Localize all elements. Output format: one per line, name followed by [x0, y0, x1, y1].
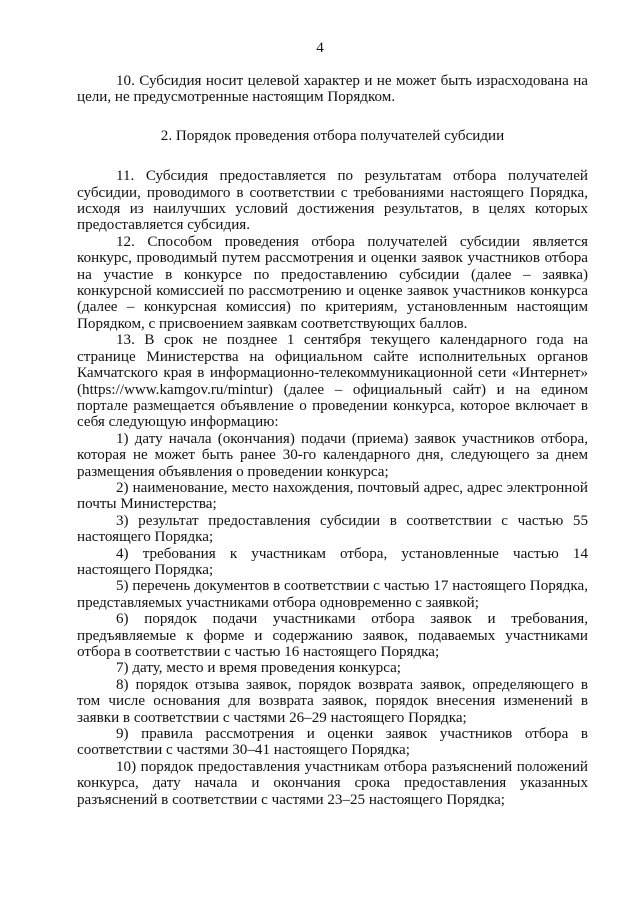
list-item-9: 9) правила рассмотрения и оценки заявок участников отбора в соответствии с частями 30–41 настоящего Порядка;	[77, 726, 588, 759]
section-heading: 2. Порядок проведения отбора получателей субсидии	[160, 127, 505, 144]
list-item-7: 7) дату, место и время проведения конкурса;	[116, 660, 401, 677]
document-body	[77, 73, 588, 808]
page-number: 4	[316, 40, 324, 56]
list-item-1: 1) дату начала (окончания) подачи (приема) заявок участников отбора, которая не может быть ранее 30-го календарного дня, следующего за днем размещения объявления о проведении конкурса;	[77, 430, 588, 480]
list-item-6: 6) порядок подачи участниками отбора заявок и требования, предъявляемые к форме и содержанию заявок, подаваемых участниками отбора в соответствии с частью 16 настоящего Порядка;	[77, 611, 588, 660]
paragraph-clause-13: 13. В срок не позднее 1 сентября текущего календарного года на странице Министерства на официальном сайте исполнительных органов Камчатского края в информационно-телекоммуникационной сети «Интернет» (https://www.kamgov.ru/mintur) (далее – официальный сайт) и на едином портале размещается объявление о проведении конкурса, которое включает в себя следующую информацию:	[77, 332, 588, 431]
list-item-4: 4) требования к участникам отбора, установленные частью 14 настоящего Порядка;	[77, 545, 588, 578]
paragraph-clause-12: 12. Способом проведения отбора получателей субсидии является конкурс, проводимый путем рассмотрения и оценки заявок участников отбора на участие в конкурсе по предоставлению субсидии (далее – заявка) конкурсной комиссией по рассмотрению и оценке заявок участников конкурса (далее – конкурсная комиссия) по критериям, установленным настоящим Порядком, с присвоением заявкам соответствующих баллов.	[77, 233, 588, 332]
list-item-3: 3) результат предоставления субсидии в соответствии с частью 55 настоящего Порядка;	[77, 512, 588, 546]
list-item-10: 10) порядок предоставления участникам отбора разъяснений положений конкурса, дату начала и окончания срока предоставления указанных разъяснений в соответствии с частями 23–25 настоящего Порядка;	[77, 758, 588, 808]
paragraph-clause-10: 10. Субсидия носит целевой характер и не может быть израсходована на цели, не предусмотренные настоящим Порядком.	[77, 73, 588, 106]
list-item-2: 2) наименование, место нахождения, почтовый адрес, адрес электронной почты Министерства;	[77, 479, 588, 513]
paragraph-clause-11: 11. Субсидия предоставляется по результатам отбора получателей субсидии, проводимого в соответствии с требованиями настоящего Порядка, исходя из наилучших условий достижения результатов, в целях которых предоставляется субсидия.	[77, 168, 588, 234]
list-item-5: 5) перечень документов в соответствии с частью 17 настоящего Порядка, представляемых участниками отбора одновременно с заявкой;	[77, 578, 588, 611]
list-item-8: 8) порядок отзыва заявок, порядок возврата заявок, определяющего в том числе основания для возврата заявок, порядок внесения изменений в заявки в соответствии с частями 26–29 настоящего Порядка;	[77, 676, 588, 726]
